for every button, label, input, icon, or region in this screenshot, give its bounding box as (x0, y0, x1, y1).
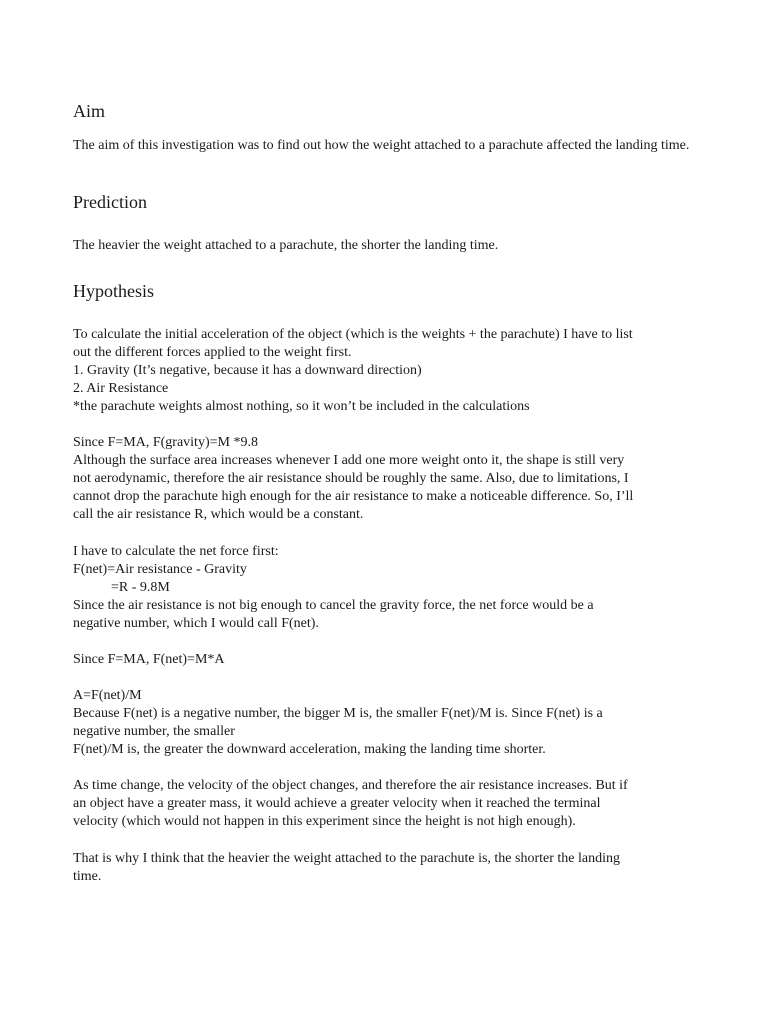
prediction-text: The heavier the weight attached to a parachute, the shorter the landing time. (73, 238, 499, 253)
hypothesis-paragraph-6 (73, 777, 713, 831)
text-line: 1. Gravity (It’s negative, because it has a downward direction) (73, 363, 422, 378)
hypothesis-paragraph-2 (73, 434, 713, 524)
text-line: call the air resistance R, which would be a constant. (73, 507, 364, 522)
text-line: As time change, the velocity of the object changes, and therefore the air resistance increases. But if (73, 778, 628, 793)
text-line: A=F(net)/M (73, 688, 142, 703)
text-line: 2. Air Resistance (73, 381, 169, 396)
text-line: =R - 9.8M (111, 580, 170, 595)
text-line: time. (73, 869, 102, 884)
hypothesis-paragraph-3 (73, 543, 713, 633)
aim-heading: Aim (73, 101, 106, 121)
text-line: I have to calculate the net force first: (73, 544, 279, 559)
text-line: velocity (which would not happen in this experiment since the height is not high enough). (73, 814, 576, 829)
text-line: negative number, the smaller (73, 724, 235, 739)
text-line: Since the air resistance is not big enough to cancel the gravity force, the net force would be a (73, 598, 594, 613)
text-line: *the parachute weights almost nothing, so it won’t be included in the calculations (73, 399, 530, 414)
text-line: cannot drop the parachute high enough for the air resistance to make a noticeable difference. So, I’ll (73, 489, 634, 504)
text-line: Because F(net) is a negative number, the bigger M is, the smaller F(net)/M is. Since F(net) is a (73, 706, 603, 721)
hypothesis-paragraph-7 (73, 850, 713, 886)
text-line: not aerodynamic, therefore the air resistance should be roughly the same. Also, due to limitations, I (73, 471, 629, 486)
text-line: F(net)/M is, the greater the downward acceleration, making the landing time shorter. (73, 742, 546, 757)
text-line: an object have a greater mass, it would achieve a greater velocity when it reached the terminal (73, 796, 601, 811)
text-line: negative number, which I would call F(net). (73, 616, 319, 631)
hypothesis-heading: Hypothesis (73, 281, 154, 301)
prediction-heading: Prediction (73, 192, 147, 212)
text-line: That is why I think that the heavier the weight attached to the parachute is, the shorter the landing (73, 851, 620, 866)
aim-text: The aim of this investigation was to find out how the weight attached to a parachute affected the landing time. (73, 138, 690, 153)
text-line: F(net)=Air resistance - Gravity (73, 562, 247, 577)
hypothesis-paragraph-5 (73, 687, 713, 759)
text-line: Since F=MA, F(gravity)=M *9.8 (73, 435, 258, 450)
hypothesis-paragraph-4: Since F=MA, F(net)=M*A (73, 652, 225, 667)
text-line: out the different forces applied to the weight first. (73, 345, 352, 360)
hypothesis-paragraph-1 (73, 326, 713, 416)
text-line: Although the surface area increases whenever I add one more weight onto it, the shape is still very (73, 453, 625, 468)
text-line: To calculate the initial acceleration of the object (which is the weights + the parachute) I have to list (73, 327, 633, 342)
